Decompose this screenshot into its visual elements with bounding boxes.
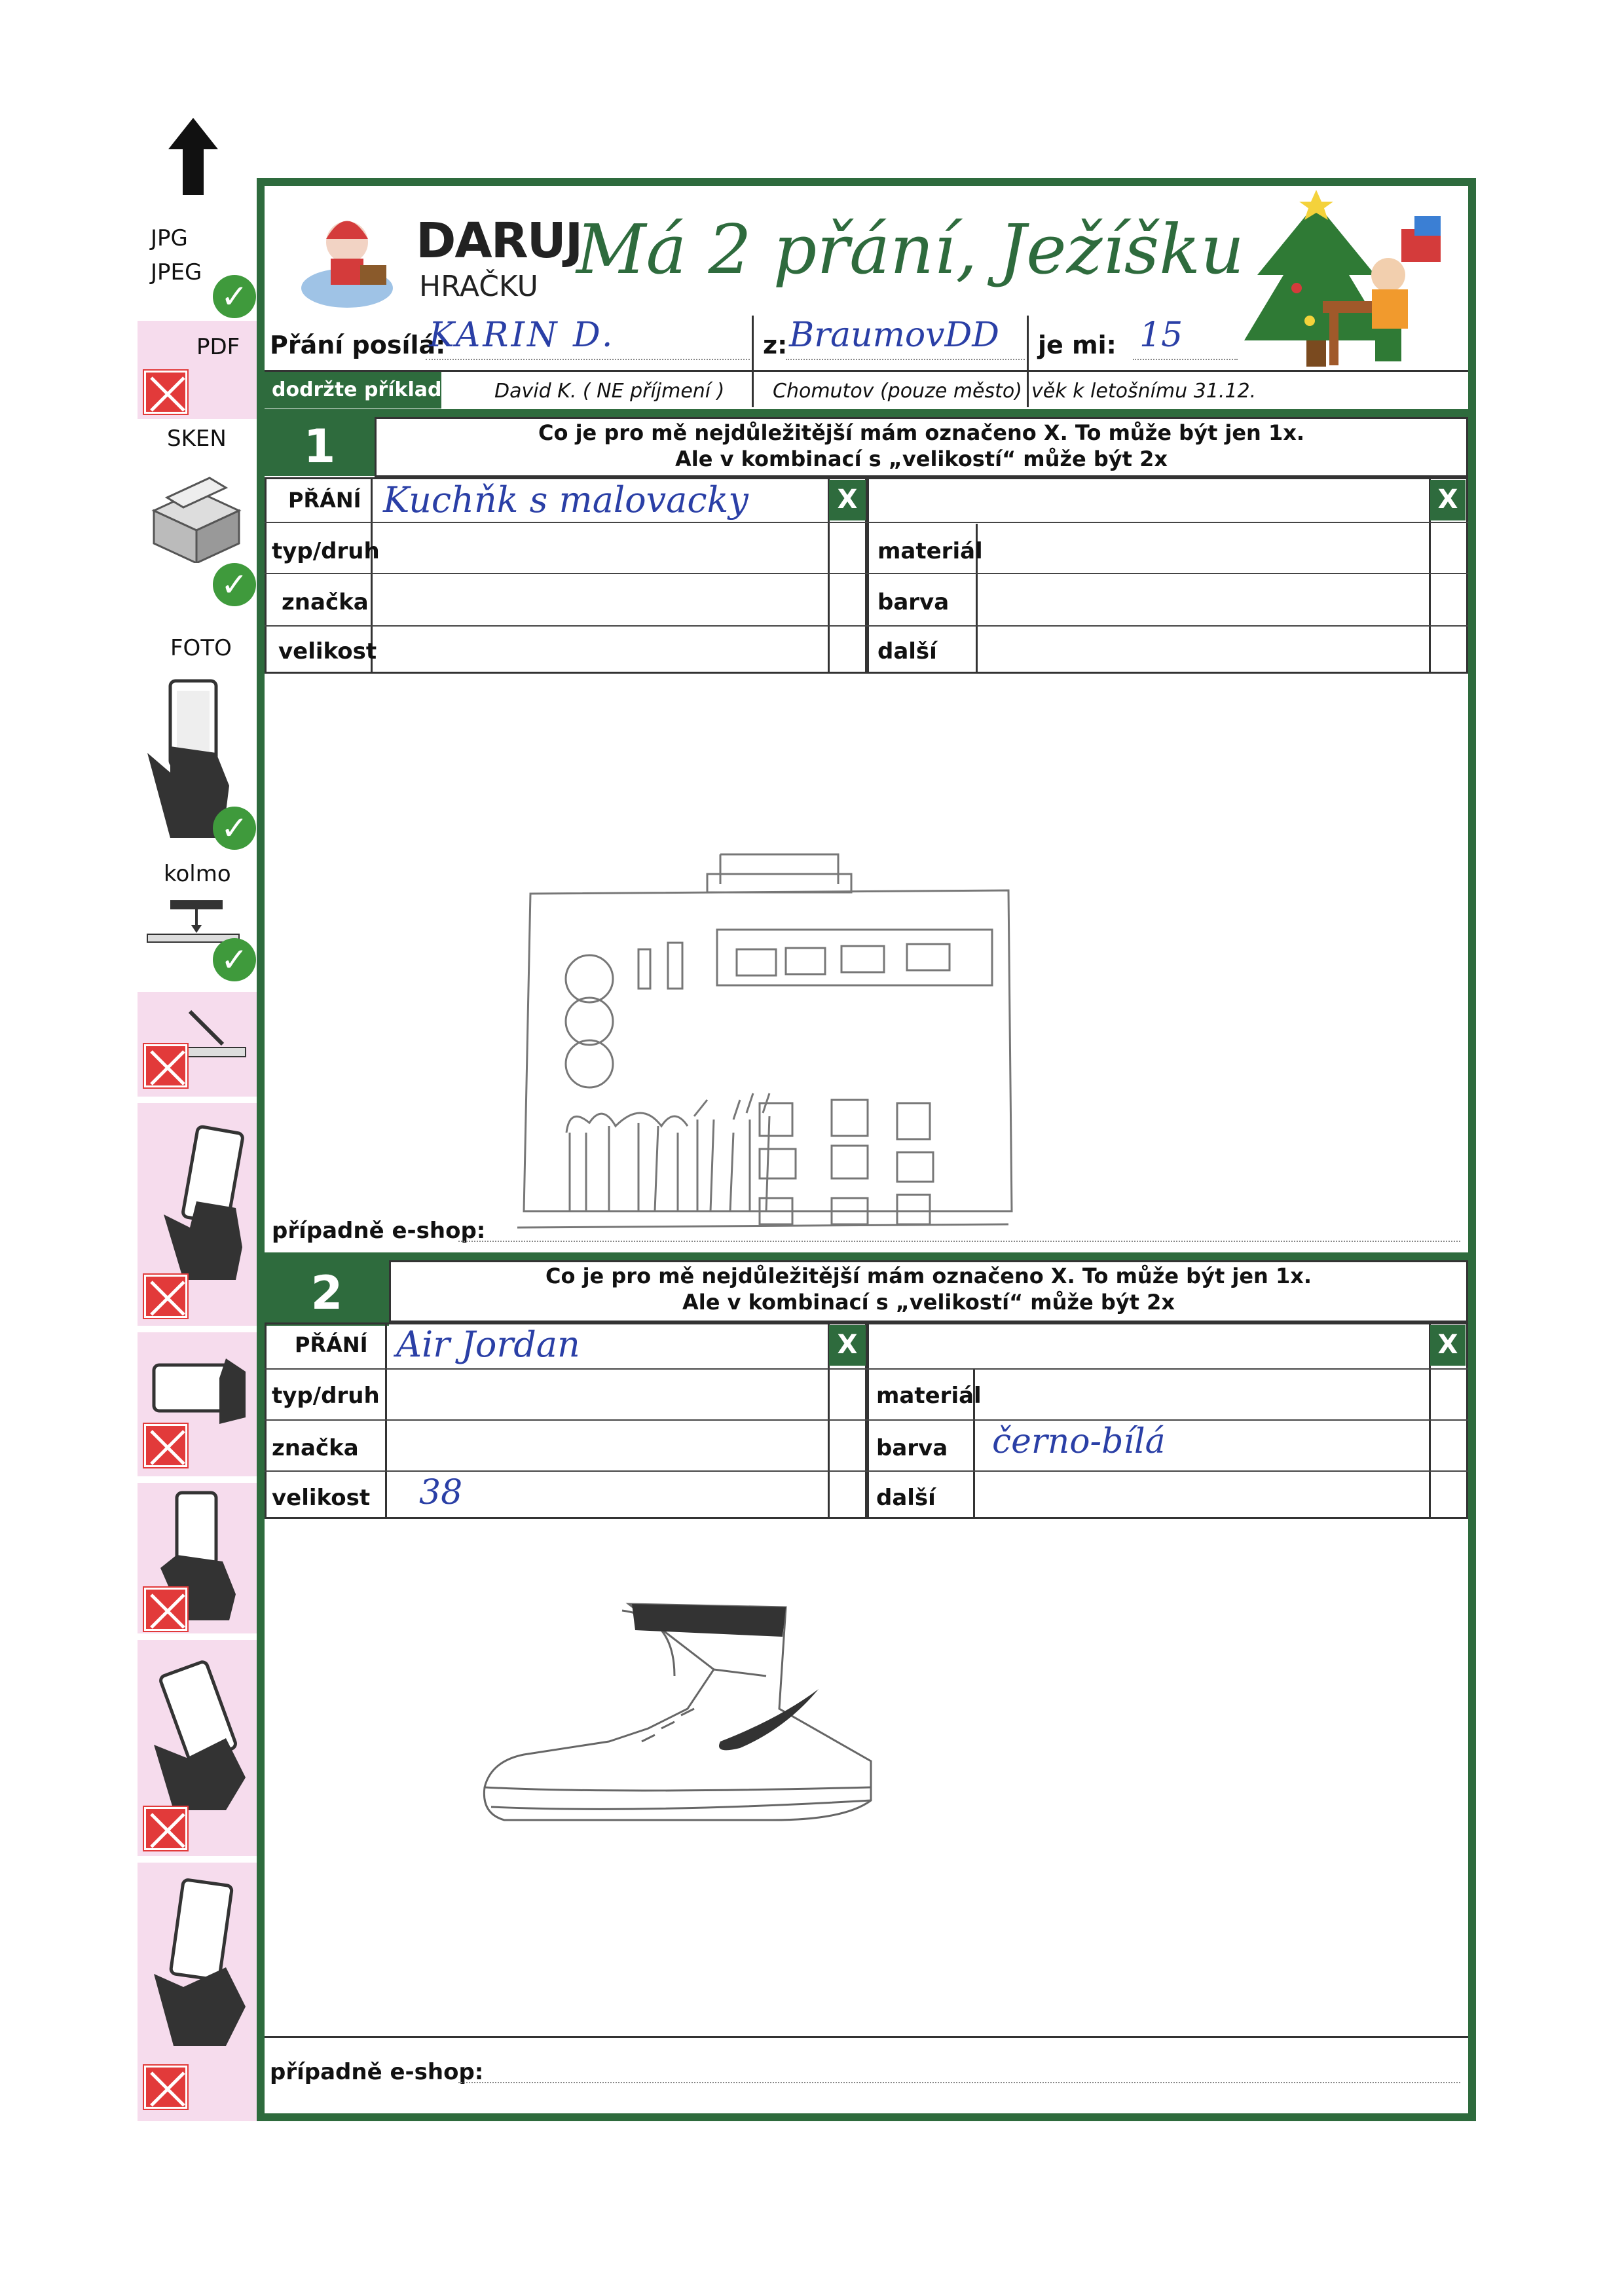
christmas-tree-icon bbox=[1238, 190, 1454, 393]
format-kolmo bbox=[138, 861, 257, 989]
wish-2-table-right bbox=[867, 1322, 1468, 1519]
wish-2-instruction-line2: Ale v kombinací s „velikostí“ může být 2x bbox=[682, 1290, 1175, 1315]
santa-logo-icon bbox=[295, 203, 399, 314]
format-pdf bbox=[138, 321, 257, 419]
wish-2-eshop-label: případně e-shop: bbox=[270, 2059, 484, 2085]
wish-2-x-right[interactable]: X bbox=[1430, 1325, 1466, 1366]
red-x-icon bbox=[144, 1588, 187, 1631]
wish-1-prani-label: PŘÁNÍ bbox=[288, 488, 361, 513]
check-icon: ✓ bbox=[213, 275, 256, 318]
city-label: z: bbox=[763, 331, 788, 359]
wish-2-prani-label: PŘÁNÍ bbox=[295, 1332, 368, 1357]
wish-1-velikost-label: velikost bbox=[278, 638, 377, 665]
wish-1-eshop-label: případně e-shop: bbox=[272, 1218, 486, 1244]
bad-example-rotated bbox=[138, 1640, 257, 1856]
header-bottom-rule bbox=[265, 409, 1468, 417]
city-value[interactable]: BraumovDD bbox=[789, 316, 999, 355]
up-arrow-icon bbox=[167, 118, 219, 196]
phone-blur-icon bbox=[147, 1876, 252, 2046]
red-x-icon bbox=[144, 1424, 187, 1467]
wish-1-prani-value[interactable]: Kuchňk s malovacky bbox=[383, 479, 748, 520]
wish-1-number: 1 bbox=[265, 417, 375, 476]
city-line bbox=[786, 359, 1025, 360]
wish-1-instruction-line2: Ale v kombinací s „velikostí“ může být 2x bbox=[675, 446, 1168, 471]
phone-landscape-icon bbox=[147, 1352, 252, 1430]
wish-2-instruction-line1: Co je pro mě nejdůležitější mám označeno X. To může být jen 1x. bbox=[545, 1264, 1312, 1288]
wish-2-znacka-label: značka bbox=[272, 1435, 359, 1461]
example-city: Chomutov (pouze město) bbox=[773, 380, 1022, 403]
example-name: David K. ( NE příjmení ) bbox=[494, 380, 725, 403]
wish-2-barva-label: barva bbox=[876, 1435, 948, 1461]
wish-2-drawing-sneaker bbox=[478, 1591, 884, 1833]
row-rule bbox=[265, 1419, 1468, 1421]
format-kolmo-label: kolmo bbox=[164, 861, 231, 887]
format-jpg bbox=[138, 210, 257, 321]
check-icon: ✓ bbox=[213, 938, 256, 981]
red-x-icon bbox=[144, 1807, 187, 1850]
sender-value[interactable]: KARIN D. bbox=[429, 316, 616, 355]
format-foto-label: FOTO bbox=[170, 635, 232, 661]
examples-label: dodržte příklady: bbox=[272, 378, 463, 401]
wish-2-eshop-rule bbox=[265, 2036, 1468, 2038]
bad-example-far bbox=[138, 1483, 257, 1633]
wish-1-znacka-label: značka bbox=[282, 589, 369, 615]
bad-example-tilted bbox=[138, 992, 257, 1097]
wish-2-prani-value[interactable]: Air Jordan bbox=[396, 1324, 580, 1365]
check-icon: ✓ bbox=[213, 563, 256, 606]
sender-line bbox=[426, 359, 750, 360]
logo-daruj: DARUJ bbox=[416, 213, 582, 269]
format-sken-label: SKEN bbox=[167, 426, 227, 452]
example-age: věk k letošnímu 31.12. bbox=[1031, 380, 1257, 403]
bad-example-landscape bbox=[138, 1332, 257, 1476]
logo-hracku: HRAČKU bbox=[419, 270, 538, 303]
age-label: je mi: bbox=[1038, 331, 1116, 359]
age-value[interactable]: 15 bbox=[1139, 316, 1183, 355]
row-rule bbox=[265, 625, 1468, 627]
sidebar bbox=[138, 210, 257, 2121]
wish-1-typ-label: typ/druh bbox=[272, 538, 380, 564]
row-rule bbox=[265, 1368, 1468, 1370]
row-rule bbox=[265, 573, 1468, 574]
format-pdf-label: PDF bbox=[196, 334, 240, 360]
wish-1-barva-label: barva bbox=[877, 589, 950, 615]
wish-2-number: 2 bbox=[265, 1260, 389, 1326]
wish-1-instruction-line1: Co je pro mě nejdůležitější mám označeno X. To může být jen 1x. bbox=[538, 420, 1305, 445]
red-x-icon bbox=[144, 1275, 187, 1318]
wish-1-material-label: materiál bbox=[877, 538, 983, 564]
wish-1-table-right bbox=[867, 477, 1468, 674]
wish-1-dalsi-label: další bbox=[877, 638, 937, 665]
red-x-icon bbox=[144, 371, 187, 414]
wish-1-eshop-line bbox=[458, 1241, 1460, 1242]
red-x-icon bbox=[144, 2066, 187, 2109]
format-foto bbox=[138, 635, 257, 858]
bad-example-blur bbox=[138, 1863, 257, 2121]
wish-1-drawing-kitchen bbox=[511, 845, 1035, 1231]
scanner-icon bbox=[147, 465, 246, 563]
wish-2-top-rule bbox=[265, 1252, 1468, 1260]
wish-2-material-label: materiál bbox=[876, 1383, 982, 1409]
wish-1-x-left[interactable]: X bbox=[829, 480, 866, 520]
format-jpg-label: JPG JPEG bbox=[151, 225, 202, 285]
row-rule bbox=[265, 522, 1468, 523]
age-line bbox=[1133, 359, 1238, 360]
phone-rotated-icon bbox=[147, 1653, 252, 1810]
col-divider bbox=[385, 1322, 387, 1519]
wish-2-x-left[interactable]: X bbox=[829, 1325, 866, 1366]
wish-2-velikost-value[interactable]: 38 bbox=[419, 1473, 463, 1512]
wish-2-dalsi-label: další bbox=[876, 1485, 936, 1511]
row-rule bbox=[265, 1470, 1468, 1472]
wish-2-velikost-label: velikost bbox=[272, 1485, 371, 1511]
wish-2-barva-value[interactable]: černo-bílá bbox=[992, 1422, 1166, 1461]
wish-2-typ-label: typ/druh bbox=[272, 1383, 380, 1409]
format-sken bbox=[138, 426, 257, 629]
page-title: Má 2 přání, Ježíšku bbox=[576, 210, 1245, 289]
sender-label: Přání posílá: bbox=[270, 331, 446, 359]
wish-1-x-right[interactable]: X bbox=[1430, 480, 1466, 520]
phone-angle-icon bbox=[151, 1116, 249, 1280]
bad-example-angle bbox=[138, 1103, 257, 1326]
red-x-icon bbox=[144, 1044, 187, 1087]
check-icon: ✓ bbox=[213, 807, 256, 850]
wish-2-eshop-line bbox=[458, 2082, 1460, 2083]
